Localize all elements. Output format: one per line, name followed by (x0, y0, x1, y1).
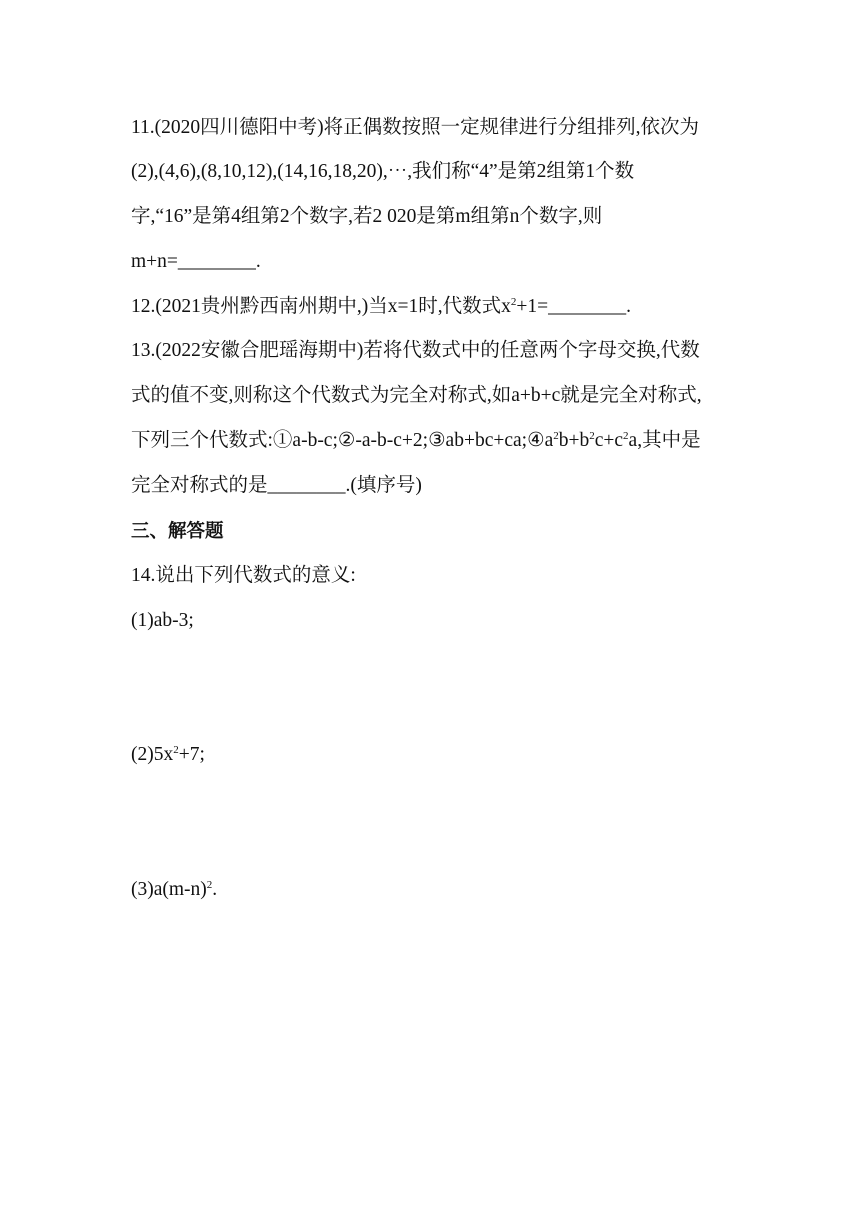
q14-item-2-exponent: 2 (173, 744, 179, 756)
q14-item-3 (131, 876, 217, 904)
q12-text-pre: 12.(2021贵州黔西南州期中,)当x=1时,代数式x (131, 296, 511, 317)
q13-line-3-b: b+b (558, 430, 590, 451)
q14-item-3-exponent: 2 (206, 879, 213, 891)
q12-exponent: 2 (510, 296, 517, 308)
q13-exponent-1: 2 (553, 430, 559, 442)
q11-line-4: m+n=________. (131, 251, 261, 272)
q11-line-1: 11.(2020四川德阳中考)将正偶数按照一定规律进行分组排列,依次为 (131, 117, 700, 138)
q13-exponent-3: 2 (623, 430, 629, 442)
q14-item-3-pre: (3)a(m-n) (131, 879, 207, 900)
q14-item-2-post: +7; (178, 744, 205, 765)
q14-item-1: (1)ab-3; (131, 610, 194, 631)
q14-item-2 (131, 741, 205, 769)
q13-line-3-c: c+c (594, 430, 624, 451)
section-heading: 三、解答题 (131, 521, 224, 542)
q11-line-3: 字,“16”是第4组第2个数字,若2 020是第m组第n个数字,则 (131, 206, 603, 227)
q13-line-3 (131, 427, 701, 455)
q13-line-4: 完全对称式的是________.(填序号) (131, 475, 422, 496)
q14-stem: 14.说出下列代数式的意义: (131, 565, 356, 586)
q13-line-1: 13.(2022安徽合肥瑶海期中)若将代数式中的任意两个字母交换,代数 (131, 340, 700, 361)
q13-exponent-2: 2 (589, 430, 595, 442)
q13-line-3-a: 下列三个代数式:①a-b-c;②-a-b-c+2;③ab+bc+ca;④a (131, 430, 554, 451)
q11-line-2: (2),(4,6),(8,10,12),(14,16,18,20),⋯,我们称“4”是第2组第1个数 (131, 161, 635, 182)
q14-item-3-post: . (212, 879, 218, 900)
q12-line (131, 293, 631, 321)
q12-text-post: +1=________. (516, 296, 631, 317)
q14-item-2-pre: (2)5x (131, 744, 174, 765)
q13-line-3-d: a,其中是 (628, 430, 701, 451)
q13-line-2: 式的值不变,则称这个代数式为完全对称式,如a+b+c就是完全对称式, (131, 385, 702, 406)
